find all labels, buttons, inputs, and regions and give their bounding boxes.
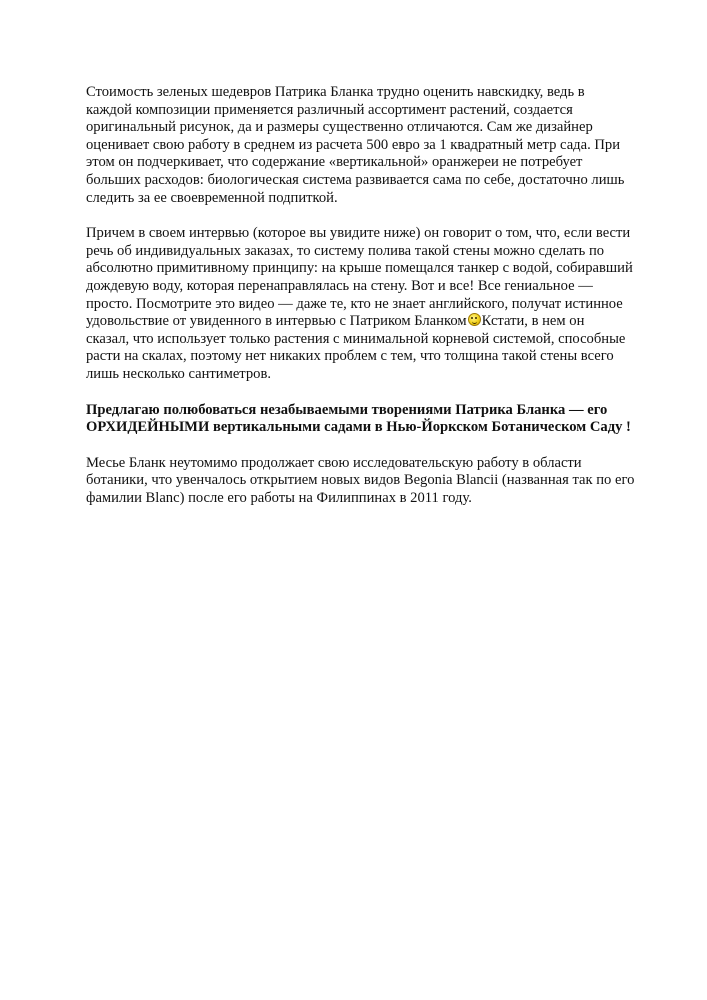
text-line: оценивает свою работу в среднем из расчета 500 евро за 1 квадратный метр сада. При	[86, 136, 621, 153]
text-line: больших расходов: биологическая система развивается сама по себе, достаточно лишь	[86, 171, 625, 188]
text-line: дождевую воду, которая перенаправлялась на стену. Вот и все! Все гениальное —	[86, 277, 593, 294]
text-line: просто. Посмотрите это видео — даже те, кто не знает английского, получат истинное	[86, 295, 623, 312]
text-line: следить за ее своевременной подпиткой.	[86, 189, 338, 206]
text-line: Стоимость зеленых шедевров Патрика Бланка трудно оценить навскидку, ведь в	[86, 84, 585, 100]
text-line: Предлагаю полюбоваться незабываемыми творениями Патрика Бланка — его	[86, 401, 608, 418]
text-line: абсолютно примитивному принципу: на крыше помещался танкер с водой, собиравший	[86, 260, 633, 277]
text-line: сказал, что использует только растения с минимальной корневой системой, способные	[86, 330, 626, 347]
text-line: речь об индивидуальных заказах, то систему полива такой стены можно сделать по	[86, 242, 605, 259]
text-fragment: удовольствие от увиденного в интервью с Патриком Бланком	[86, 313, 467, 330]
text-line: этом он подчеркивает, что содержание «вертикальной» оранжереи не потребует	[86, 154, 583, 171]
text-line: лишь несколько сантиметров.	[86, 365, 271, 382]
paragraph-begonia	[86, 454, 635, 508]
text-line-with-emoji	[86, 313, 631, 331]
paragraph-cost	[86, 84, 631, 207]
smiley-face-icon	[468, 313, 481, 326]
text-fragment: Кстати, в нем он	[481, 313, 585, 330]
text-line: расти на скалах, поэтому нет никаких проблем с тем, что толщина такой стены всего	[86, 348, 614, 365]
paragraph-highlight	[86, 402, 631, 437]
paragraph-interview	[86, 225, 631, 383]
text-line: Месье Бланк неутомимо продолжает свою исследовательскую работу в области	[86, 454, 582, 471]
text-line: оригинальный рисунок, да и размеры существенно отличаются. Сам же дизайнер	[86, 119, 593, 136]
text-line: ОРХИДЕЙНЫМИ вертикальными садами в Нью-Йоркском Ботаническом Саду !	[86, 419, 631, 436]
text-line: ботаники, что увенчалось открытием новых видов Begonia Blancii (названная так по его	[86, 472, 635, 489]
document-body	[86, 84, 635, 525]
text-line: Причем в своем интервью (которое вы увидите ниже) он говорит о том, что, если вести	[86, 225, 631, 242]
text-line: фамилии Blanc) после его работы на Филиппинах в 2011 году.	[86, 489, 472, 506]
text-line: каждой композиции применяется различный ассортимент растений, создается	[86, 101, 573, 118]
